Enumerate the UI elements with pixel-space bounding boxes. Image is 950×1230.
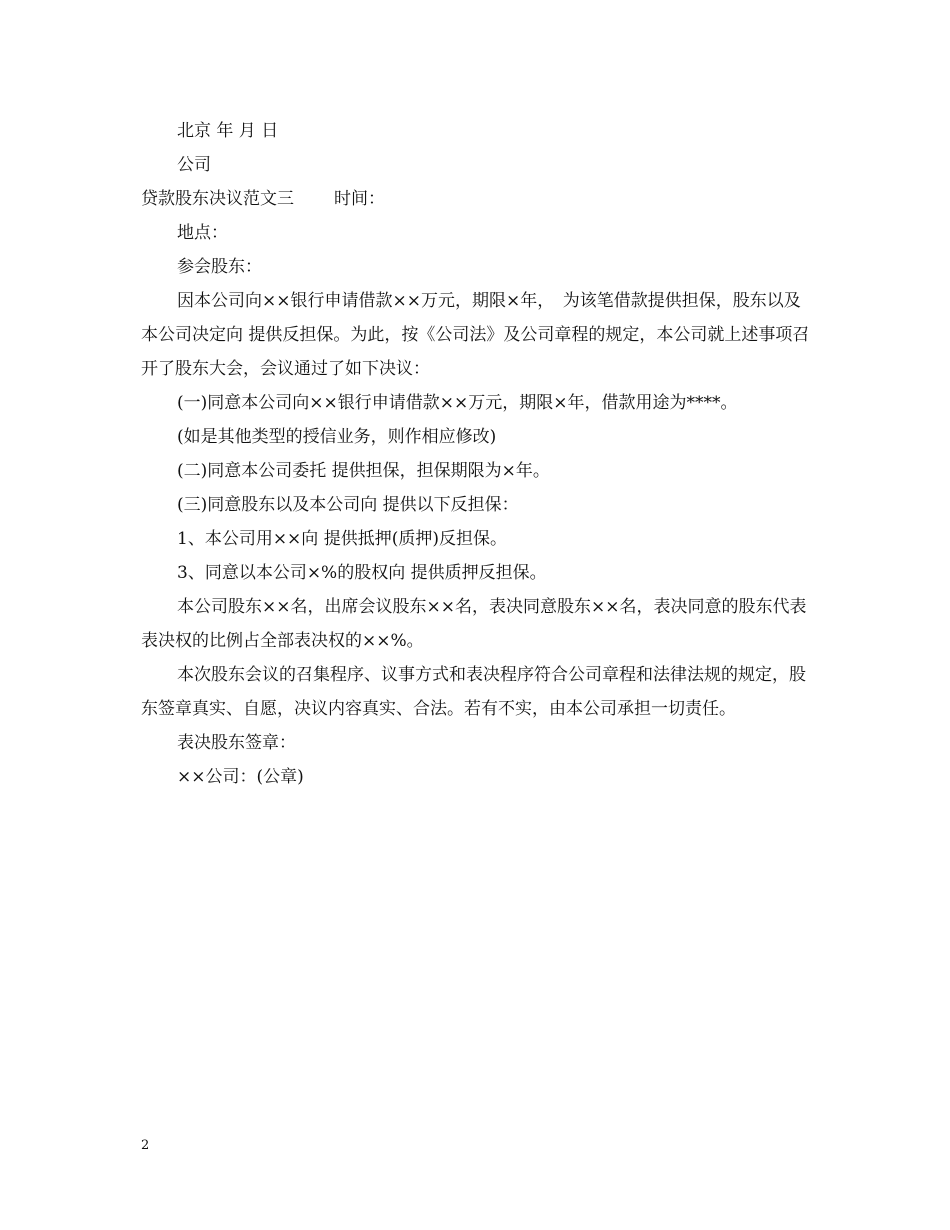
voting-paragraph: 本公司股东××名，出席会议股东××名，表决同意股东××名，表决同意的股东代表表决权的比例占全部表决权的××%。 xyxy=(141,597,807,651)
document-body xyxy=(141,114,813,794)
resolution-item-2: (二)同意本公司委托 提供担保，担保期限为×年。 xyxy=(177,461,550,481)
company-seal-line: ××公司：(公章) xyxy=(177,767,304,787)
sub-item-1: 1、本公司用××向 提供抵押(质押)反担保。 xyxy=(177,529,507,549)
time-label: 时间： xyxy=(334,189,385,209)
resolution-item-1-note: (如是其他类型的授信业务，则作相应修改) xyxy=(177,427,497,447)
intro-paragraph: 因本公司向××银行申请借款××万元，期限×年， 为该笔借款提供担保，股东以及本公司决定向 提供反担保。为此，按《公司法》及公司章程的规定，本公司就上述事项召开了股东大会，会议通过了如下决议： xyxy=(141,291,810,379)
company-line: 公司 xyxy=(177,155,211,175)
resolution-item-1: (一)同意本公司向××银行申请借款××万元，期限×年，借款用途为****。 xyxy=(177,393,738,413)
compliance-paragraph: 本次股东会议的召集程序、议事方式和表决程序符合公司章程和法律法规的规定，股东签章真实、自愿，决议内容真实、合法。若有不实，由本公司承担一切责任。 xyxy=(141,665,806,719)
attendees-label: 参会股东： xyxy=(177,257,262,277)
sub-item-3: 3、同意以本公司×%的股权向 提供质押反担保。 xyxy=(177,563,547,583)
page-number: 2 xyxy=(141,1138,150,1153)
signature-label: 表决股东签章： xyxy=(177,733,296,753)
resolution-item-3: (三)同意股东以及本公司向 提供以下反担保： xyxy=(177,495,519,515)
document-title: 贷款股东决议范文三 xyxy=(141,189,294,209)
title-line xyxy=(141,182,813,216)
date-line: 北京 年 月 日 xyxy=(177,121,279,141)
location-label: 地点： xyxy=(177,223,228,243)
